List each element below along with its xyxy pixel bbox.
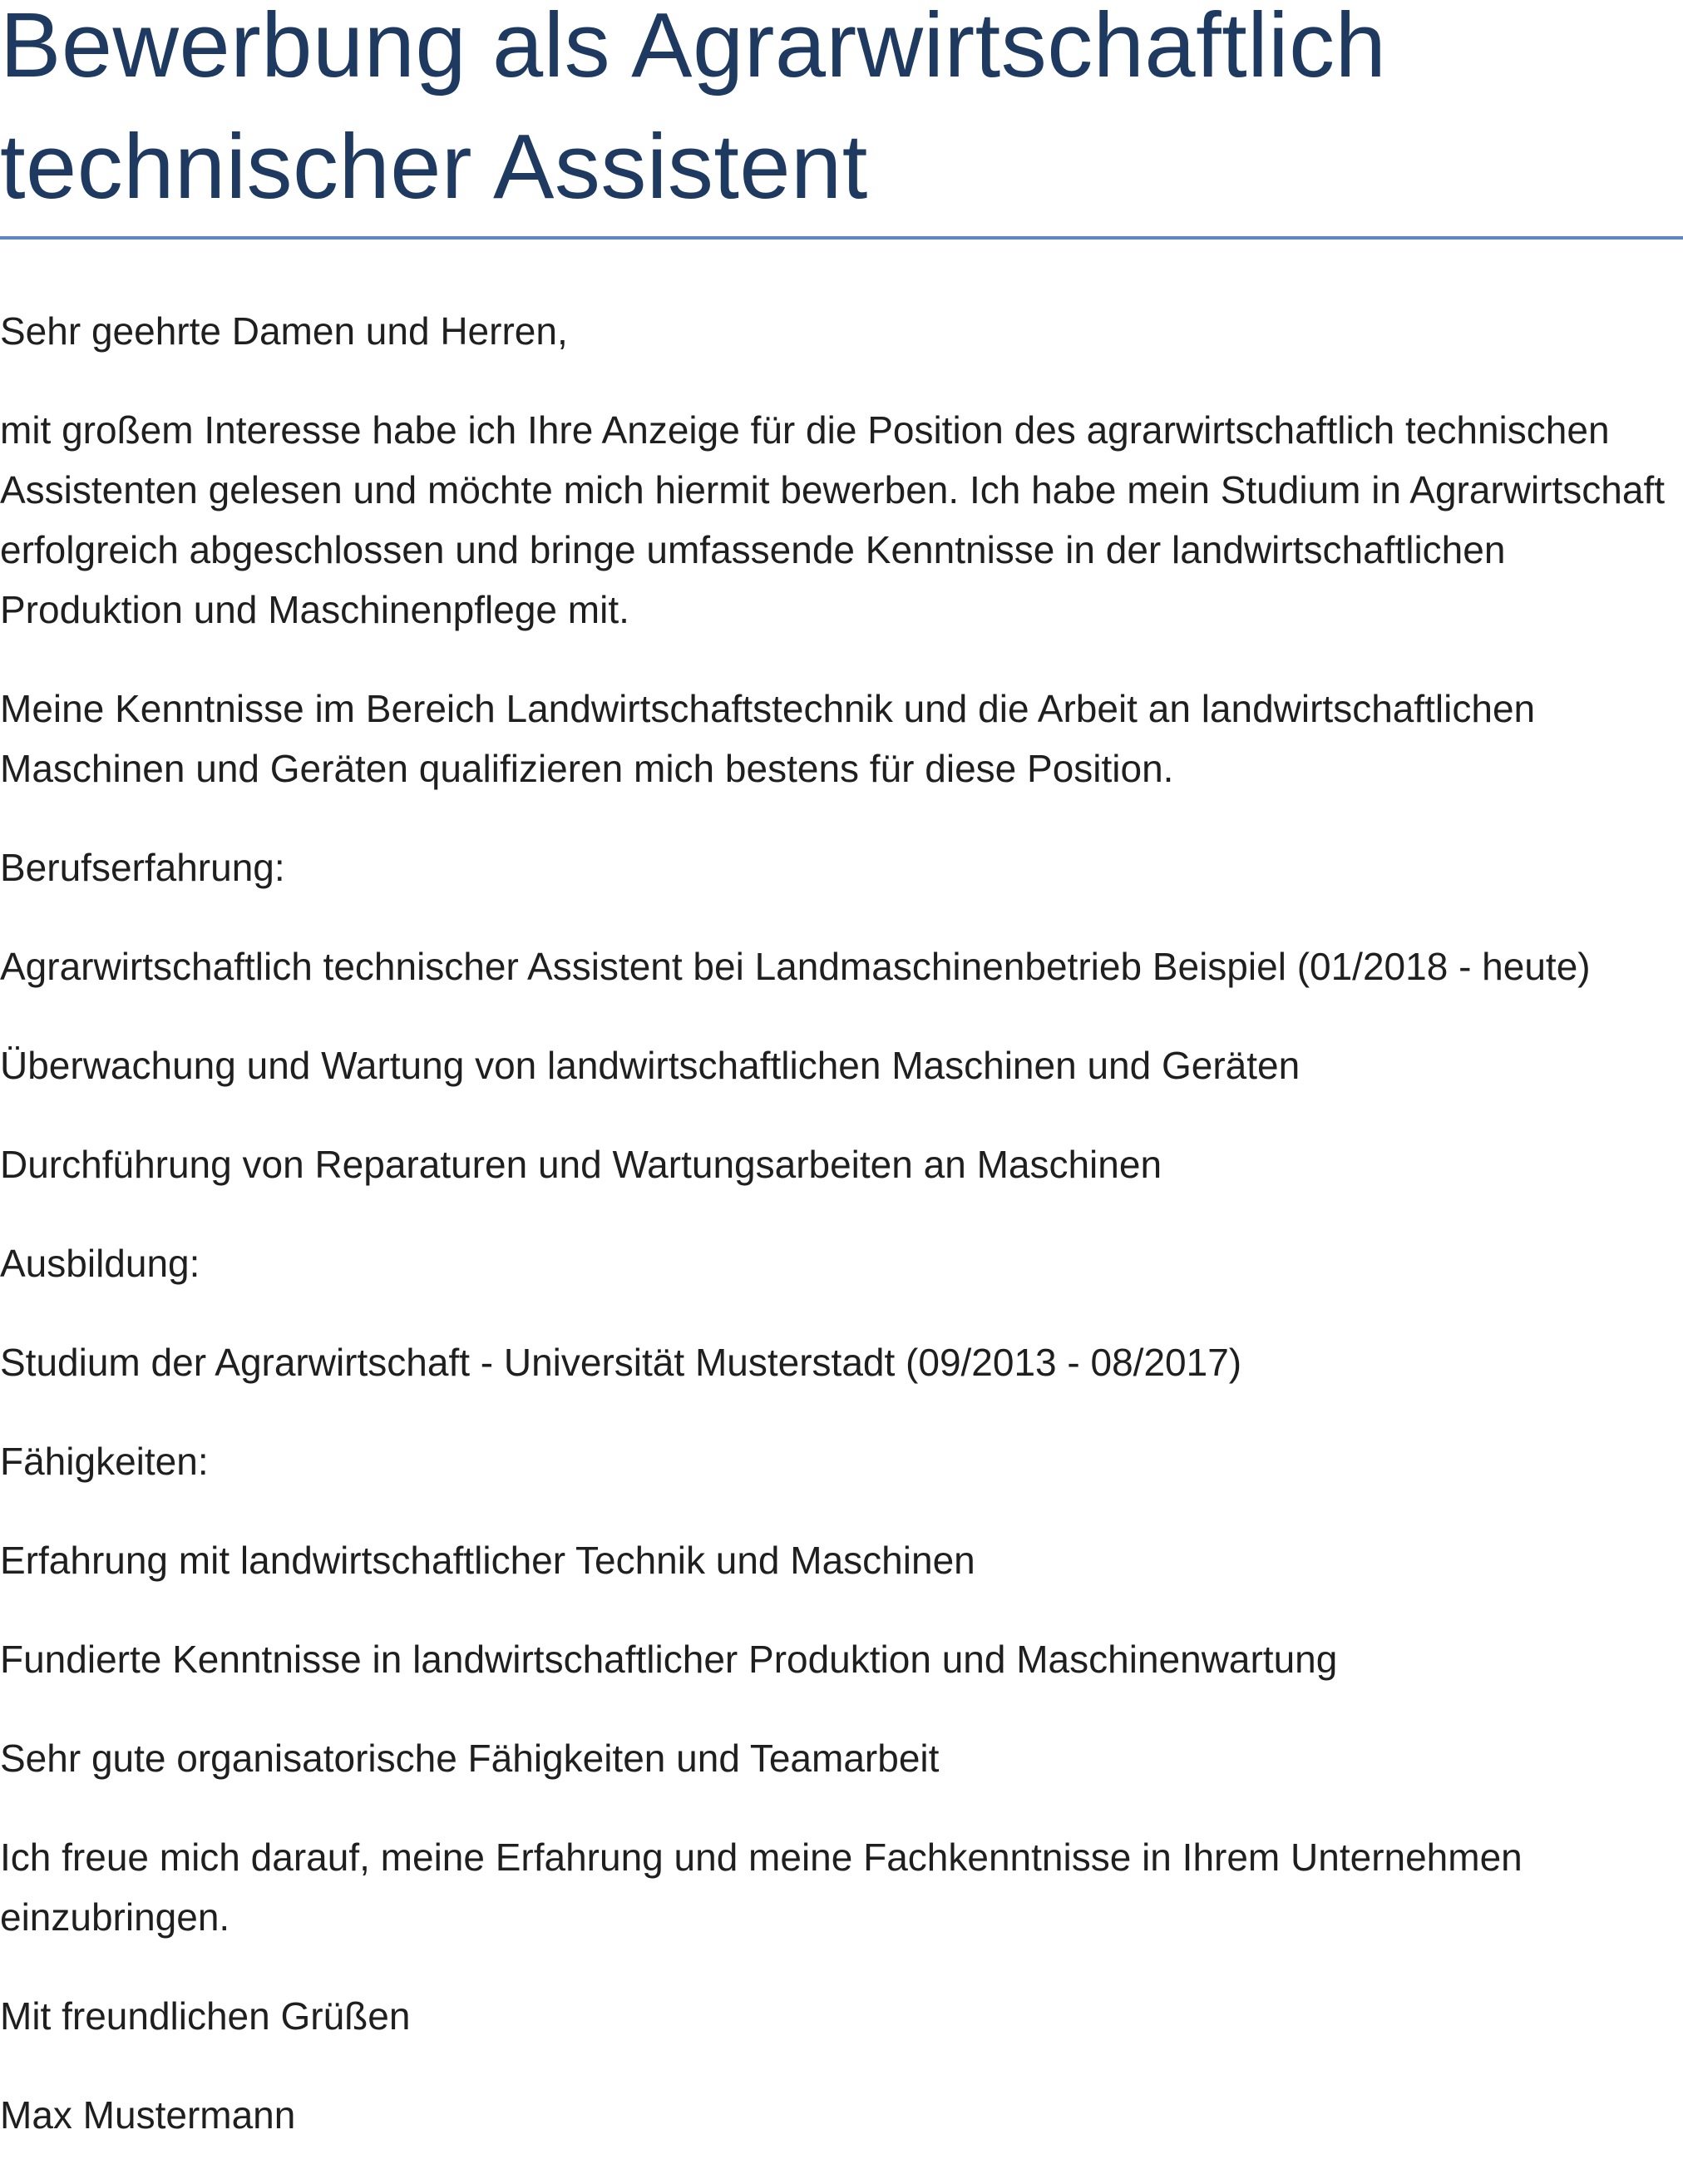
closing-paragraph: Ich freue mich darauf, meine Erfahrung und meine Fachkenntnisse in Ihrem Unternehmen einzubringen. xyxy=(0,1836,1523,1939)
skills-heading: Fähigkeiten: xyxy=(0,1440,209,1483)
qualification-paragraph: Meine Kenntnisse im Bereich Landwirtschaftstechnik und die Arbeit an landwirtschaftlichen Maschinen und Geräten qualifizieren mich bestens für diese Position. xyxy=(0,687,1536,790)
sign-off: Mit freundlichen Grüßen xyxy=(0,1994,411,2038)
education-heading: Ausbildung: xyxy=(0,1242,200,1285)
skill-item: Fundierte Kenntnisse in landwirtschaftlicher Produktion und Maschinenwartung xyxy=(0,1638,1338,1681)
experience-item: Überwachung und Wartung von landwirtschaftlichen Maschinen und Geräten xyxy=(0,1044,1300,1087)
signature-name: Max Mustermann xyxy=(0,2093,296,2137)
skill-item: Erfahrung mit landwirtschaftlicher Technik und Maschinen xyxy=(0,1539,975,1582)
experience-heading: Berufserfahrung: xyxy=(0,846,285,889)
salutation: Sehr geehrte Damen und Herren, xyxy=(0,309,568,353)
document-title xyxy=(0,0,1671,228)
title-divider xyxy=(0,236,1683,240)
letter-body xyxy=(0,301,1671,2184)
title-line-2: technischer Assistent xyxy=(0,116,868,218)
title-line-1: Bewerbung als Agrarwirtschaftlich xyxy=(0,0,1387,96)
experience-item: Agrarwirtschaftlich technischer Assistent bei Landmaschinenbetrieb Beispiel (01/2018 - heute) xyxy=(0,945,1591,988)
skill-item: Sehr gute organisatorische Fähigkeiten und Teamarbeit xyxy=(0,1737,940,1780)
education-item: Studium der Agrarwirtschaft - Universität Musterstadt (09/2013 - 08/2017) xyxy=(0,1341,1242,1384)
experience-item: Durchführung von Reparaturen und Wartungsarbeiten an Maschinen xyxy=(0,1143,1162,1186)
intro-paragraph: mit großem Interesse habe ich Ihre Anzeige für die Position des agrarwirtschaftlich technischen Assistenten gelesen und möchte mich hiermit bewerben. Ich habe mein Studium in Agrarwirtschaft erfolgreich abgeschlossen und bringe umfassende Kenntnisse in der landwirtschaftlichen Produktion und Maschinenpflege mit. xyxy=(0,408,1666,631)
